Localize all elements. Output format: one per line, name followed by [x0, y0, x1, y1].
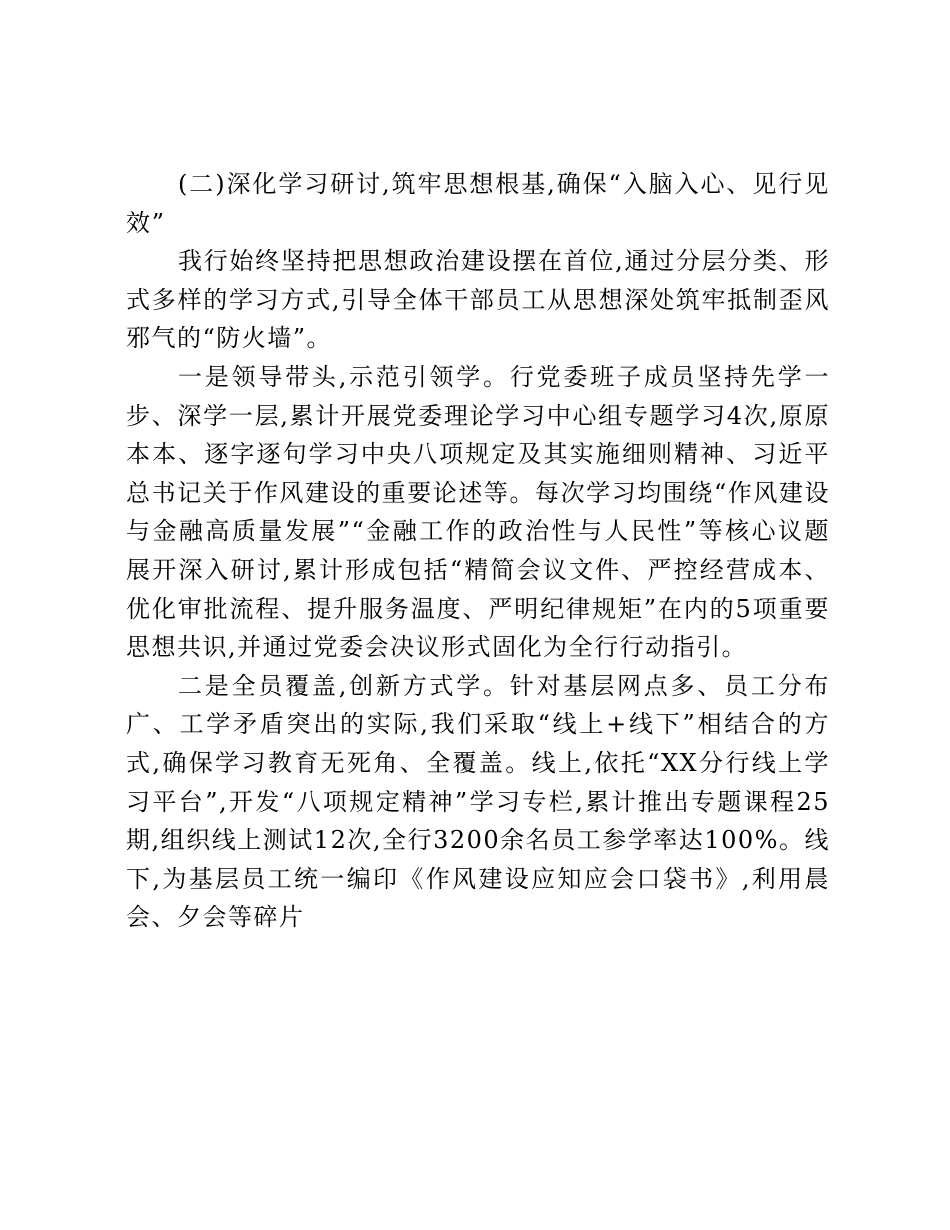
section-heading: (二)深化学习研讨,筑牢思想根基,确保“入脑入心、见行见效”: [126, 170, 830, 237]
document-page: [126, 165, 830, 937]
body-paragraph-coverage: 二是全员覆盖,创新方式学。针对基层网点多、员工分布广、工学矛盾突出的实际,我们采取“线上+线下”相结合的方式,确保学习教育无死角、全覆盖。线上,依托“XX分行线上学习平台”,开发“八项规定精神”学习专栏,累计推出专题课程25期,组织线上测试12次,全行3200余名员工参学率达100%。线下,为基层员工统一编印《作风建设应知应会口袋书》,利用晨会、夕会等碎片: [126, 671, 830, 932]
body-paragraph-leadership: 一是领导带头,示范引领学。行党委班子成员坚持先学一步、深学一层,累计开展党委理论学习中心组专题学习4次,原原本本、逐字逐句学习中央八项规定及其实施细则精神、习近平总书记关于作风建设的重要论述等。每次学习均围绕“作风建设与金融高质量发展”“金融工作的政治性与人民性”等核心议题展开深入研讨,累计形成包括“精简会议文件、严控经营成本、优化审批流程、提升服务温度、严明纪律规矩”在内的5项重要思想共识,并通过党委会决议形式固化为全行行动指引。: [126, 362, 830, 662]
body-paragraph-intro: 我行始终坚持把思想政治建设摆在首位,通过分层分类、形式多样的学习方式,引导全体干部员工从思想深处筑牢抵制歪风邪气的“防火墙”。: [126, 247, 830, 353]
